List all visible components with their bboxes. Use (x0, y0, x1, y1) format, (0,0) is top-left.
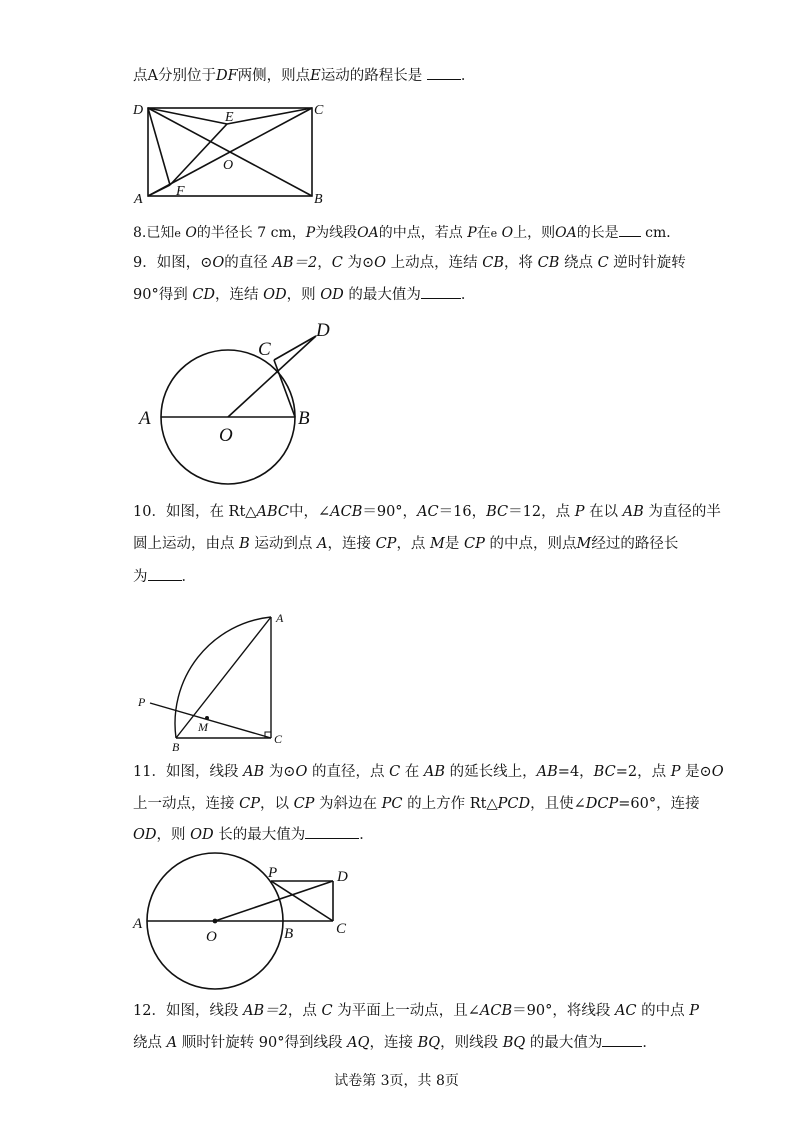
q11-var-ab: AB (243, 764, 265, 780)
q10-label-m: M (198, 720, 208, 734)
q11-text: 为斜边在 (319, 796, 378, 812)
q11-text: ，以 (259, 796, 289, 812)
q11-text: 的延长线上， (449, 764, 537, 780)
q9-var-ab: AB＝2 (272, 255, 318, 271)
q10-number: 10． (133, 504, 166, 520)
q9-segment-cb (274, 360, 295, 417)
q9-text: 为⊙ (347, 255, 375, 271)
q10-text: 为直径的半 (648, 504, 721, 520)
q9-text: 绕点 (563, 255, 593, 271)
q11-var-c: C (389, 764, 401, 780)
q12-end: ． (642, 1035, 657, 1051)
q11-answer-blank[interactable] (305, 826, 359, 839)
q12-text: ，连接 (369, 1035, 413, 1051)
q7-label-d: D (133, 103, 144, 118)
q9-figure (161, 336, 316, 484)
q10-text: 如图，在 Rt△ (165, 504, 257, 520)
q10-label-b: B (172, 740, 180, 754)
q7-label-e: E (225, 110, 234, 125)
q10-text: ，点 (396, 536, 426, 552)
q11-var-dcp: DCP (585, 796, 619, 812)
q9-number: 9． (133, 255, 157, 271)
q12-var-acb: ACB (479, 1003, 513, 1019)
q9-label-b: B (298, 408, 310, 429)
q7-text: 两侧，则点 (237, 68, 311, 84)
q12-var-ab: AB＝2 (243, 1003, 288, 1019)
q10-text: 中，∠ (288, 504, 331, 520)
q10-text: 经过的路径长 (591, 536, 679, 552)
q7-var-e: E (310, 68, 321, 84)
q10-text: 运动到点 (254, 536, 313, 552)
q10-text: 在以 (589, 504, 619, 520)
q8-circle-symbol: e (174, 227, 181, 240)
q9-label-o: O (219, 425, 233, 446)
q7-label-b: B (314, 192, 323, 207)
page-footer: 试卷第 3页，共 8页 (334, 1073, 459, 1089)
q12-text: 为平面上一动点，且∠ (337, 1003, 480, 1019)
q10-answer-blank[interactable] (148, 568, 182, 581)
q10-text: ＝90°， (362, 504, 418, 520)
q10-label-c: C (274, 732, 283, 746)
q10-var-cp: CP (464, 536, 485, 552)
q12-text: ＝90°，将线段 (512, 1003, 611, 1019)
q12-text: ，则线段 (440, 1035, 499, 1051)
q11-text: 在 (404, 764, 420, 780)
q12-line-2 (133, 1033, 657, 1053)
q10-var-m: M (576, 536, 592, 552)
q11-var-o: O (711, 764, 724, 780)
q9-var-c: C (331, 255, 343, 271)
q10-text: ＝16， (438, 504, 487, 520)
q8-var-p: P (305, 225, 316, 241)
q8-var-oa: OA (555, 225, 577, 241)
q11-line-3 (133, 825, 374, 845)
q8-text: 上，则 (513, 225, 556, 241)
q8-var-o: O (501, 225, 514, 241)
q10-var-acb: ACB (330, 504, 363, 520)
q9-end: ． (460, 287, 476, 303)
q10-segment-ab (176, 617, 271, 738)
q11-var-ab: AB (423, 764, 446, 780)
q8-text: 的中点，若点 (378, 225, 463, 241)
q7-segment-fa (148, 185, 170, 196)
q9-text: 上动点，连结 (390, 255, 478, 271)
q10-var-ab: AB (622, 504, 644, 520)
q10-text: ＝12，点 (508, 504, 571, 520)
q8-text: 的长是 (576, 225, 619, 241)
q12-var-ac: AC (614, 1003, 637, 1019)
q7-end: ． (460, 68, 476, 84)
q10-line-2 (133, 534, 678, 554)
q10-end: ． (181, 569, 196, 585)
q9-text: 的直径 (224, 255, 268, 271)
q9-text: 逆时针旋转 (613, 255, 686, 271)
q10-label-a: A (276, 611, 284, 625)
q11-var-o: O (295, 764, 308, 780)
q11-line-2 (133, 794, 700, 814)
q11-text: 如图，线段 (165, 764, 239, 780)
q7-segment-ef (170, 124, 227, 185)
q12-text: 的最大值为 (529, 1035, 603, 1051)
q9-var-od: OD (263, 287, 287, 303)
q8-unit: cm． (645, 225, 681, 241)
q11-text: 的直径，点 (311, 764, 385, 780)
q8-text: 在 (476, 225, 491, 241)
q7-label-f: F (176, 184, 185, 199)
q8-answer-blank[interactable] (619, 224, 641, 237)
q11-text: 长的最大值为 (218, 827, 306, 843)
q11-text: 是⊙ (685, 764, 712, 780)
q12-answer-blank[interactable] (602, 1034, 642, 1047)
q10-label-p: P (138, 695, 146, 709)
q11-text: ，且使∠ (530, 796, 586, 812)
q9-var-od: OD (320, 287, 344, 303)
q7-label-a: A (134, 192, 143, 207)
q8-text-line (133, 223, 680, 244)
q12-var-bq: BQ (502, 1035, 526, 1051)
q8-text: 的半径长 7 cm， (196, 225, 306, 241)
q9-line-2 (133, 285, 475, 305)
q10-var-abc: ABC (256, 504, 289, 520)
q11-var-od: OD (190, 827, 214, 843)
q7-var-df: DF (215, 68, 238, 84)
q9-text: 如图，⊙ (156, 255, 213, 271)
q10-text: 圆上运动，由点 (133, 536, 235, 552)
q10-var-a: A (316, 536, 328, 552)
q9-label-d: D (316, 320, 330, 341)
q11-text: ，则 (156, 827, 186, 843)
q10-line-1 (133, 502, 721, 522)
q9-var-o: O (212, 255, 225, 271)
q12-text: 顺时针旋转 90°得到线段 (181, 1035, 343, 1051)
q10-text: 的中点，则点 (489, 536, 577, 552)
q10-var-bc: BC (486, 504, 509, 520)
q10-var-m: M (430, 536, 445, 552)
q11-var-cp: CP (239, 796, 260, 812)
q11-var-p: P (670, 764, 681, 780)
q9-text: ，连结 (215, 287, 259, 303)
q12-var-bq: BQ (417, 1035, 441, 1051)
q7-segment-ec (227, 108, 312, 124)
q11-line-1 (133, 762, 724, 782)
q11-text: 的上方作 Rt△ (407, 796, 498, 812)
q10-var-p: P (574, 504, 585, 520)
q9-text: 的最大值为 (348, 287, 421, 303)
q11-text: 为⊙ (268, 764, 296, 780)
q11-var-bc: BC (593, 764, 616, 780)
q11-var-pcd: PCD (497, 796, 531, 812)
q11-label-a: A (133, 916, 143, 932)
q8-var-o: O (185, 225, 197, 241)
q7-segment-de (148, 108, 227, 124)
q8-text: 为线段 (315, 225, 358, 241)
q9-text: ， (317, 255, 332, 271)
q9-text: ，则 (286, 287, 316, 303)
q11-var-od: OD (133, 827, 157, 843)
q12-text: 如图，线段 (165, 1003, 239, 1019)
q11-label-c: C (336, 921, 347, 937)
q12-var-a: A (166, 1035, 178, 1051)
q10-figure (150, 617, 271, 738)
q9-answer-blank[interactable] (421, 286, 461, 299)
q12-line-1 (133, 1001, 699, 1021)
q11-label-d: D (337, 869, 348, 885)
q12-var-p: P (689, 1003, 700, 1019)
q11-text: 上一动点，连接 (133, 796, 235, 812)
q11-end: ． (359, 827, 374, 843)
q10-segment-pc (150, 703, 271, 738)
q8-var-p: P (467, 225, 477, 241)
q9-var-o: O (374, 255, 387, 271)
q8-var-oa: OA (357, 225, 379, 241)
q12-number: 12． (133, 1003, 166, 1019)
q10-text: ，连接 (327, 536, 371, 552)
q8-circle-symbol: e (490, 227, 498, 240)
q11-label-p: P (268, 865, 278, 881)
q11-text: =4， (557, 764, 594, 780)
q12-var-aq: AQ (347, 1035, 370, 1051)
q7-text: 运动的路程长是 (320, 68, 423, 84)
q10-line-3 (133, 567, 196, 587)
q9-label-c: C (258, 339, 271, 360)
q10-var-cp: CP (375, 536, 397, 552)
q12-text: ，点 (287, 1003, 317, 1019)
q9-line-1 (133, 253, 686, 273)
q9-text: 90°得到 (133, 287, 188, 303)
q9-var-cd: CD (192, 287, 216, 303)
q9-var-cb: CB (482, 255, 504, 271)
q9-var-cb: CB (537, 255, 560, 271)
q9-segment-od (228, 336, 316, 417)
q10-var-b: B (239, 536, 250, 552)
q11-text: =2，点 (615, 764, 667, 780)
q10-text: 为 (133, 569, 148, 585)
q11-text: =60°，连接 (618, 796, 700, 812)
q10-var-ac: AC (417, 504, 439, 520)
q7-label-c: C (314, 103, 324, 118)
q11-var-cp: CP (293, 796, 315, 812)
q9-text: ，将 (503, 255, 533, 271)
q11-label-o: O (206, 929, 217, 945)
q12-var-c: C (321, 1003, 333, 1019)
q8-text: 已知 (146, 225, 175, 241)
q7-segment-df (148, 108, 170, 185)
q11-var-ab: AB (536, 764, 558, 780)
q7-label-o: O (223, 158, 234, 173)
q9-var-c: C (597, 255, 609, 271)
q12-text: 的中点 (641, 1003, 685, 1019)
q11-label-b: B (284, 926, 294, 942)
q7-text: 点A分别位于 (133, 68, 216, 84)
q11-point-o (213, 919, 218, 924)
q11-figure (147, 853, 333, 989)
q11-var-pc: PC (381, 796, 403, 812)
q10-text: 是 (444, 536, 460, 552)
q11-number: 11． (133, 764, 166, 780)
q8-number: 8. (133, 225, 147, 241)
q12-text: 绕点 (133, 1035, 162, 1051)
q9-label-a: A (139, 408, 151, 429)
